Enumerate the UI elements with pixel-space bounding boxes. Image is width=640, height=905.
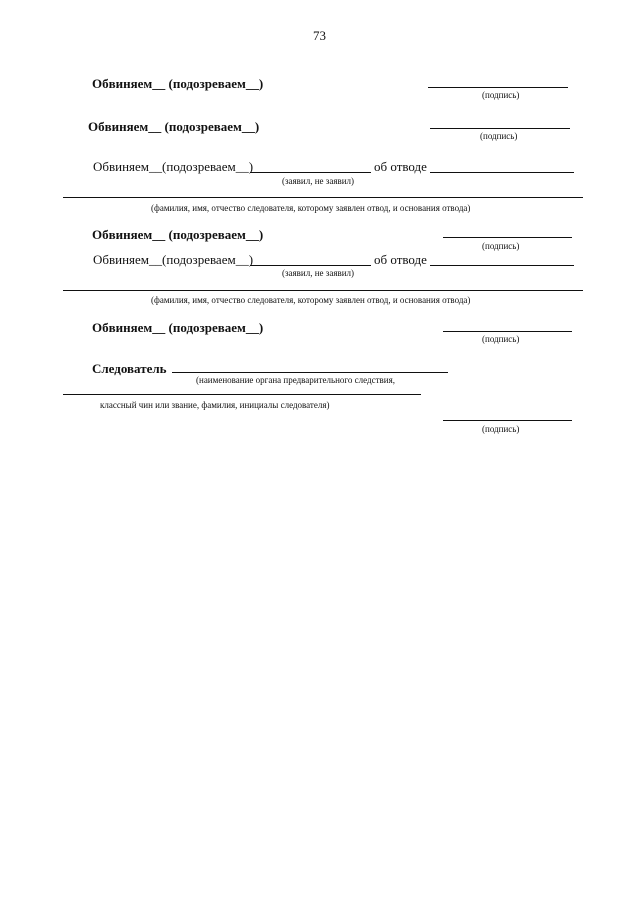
signature-caption-6: (подпись) bbox=[482, 334, 520, 344]
accused-label-4: Обвиняем__ (подозреваем__) bbox=[92, 227, 264, 242]
signature-caption-1: (подпись) bbox=[482, 90, 520, 100]
accused-label-2: Обвиняем__ (подозреваем__) bbox=[88, 119, 260, 134]
accused-label-6: Обвиняем__ (подозреваем__) bbox=[92, 320, 264, 335]
final-signature-line[interactable] bbox=[443, 420, 572, 421]
accused-label-1: Обвиняем__ (подозреваем__) bbox=[92, 76, 264, 91]
declared-caption-1: (заявил, не заявил) bbox=[282, 176, 355, 186]
investigator-caption-1: (фамилия, имя, отчество следователя, которому заявлен отвод, и основания отвода) bbox=[151, 203, 471, 213]
investigator-label: Следователь bbox=[92, 361, 167, 376]
signature-line-1[interactable] bbox=[428, 87, 568, 88]
investigator-caption-2: (фамилия, имя, отчество следователя, которому заявлен отвод, и основания отвода) bbox=[151, 295, 471, 305]
declared-caption-2: (заявил, не заявил) bbox=[282, 268, 355, 278]
final-signature-caption: (подпись) bbox=[482, 424, 520, 434]
signature-caption-2: (подпись) bbox=[480, 131, 518, 141]
challenge-line-2[interactable] bbox=[430, 265, 574, 266]
investigator-name-line-2[interactable] bbox=[63, 290, 583, 291]
signature-line-6[interactable] bbox=[443, 331, 572, 332]
accused-label-5: Обвиняем__(подозреваем__) bbox=[93, 252, 254, 267]
signature-line-4[interactable] bbox=[443, 237, 572, 238]
investigator-body-line[interactable] bbox=[172, 372, 448, 373]
page-number: 73 bbox=[313, 28, 326, 43]
investigator-rank-line[interactable] bbox=[63, 394, 421, 395]
signature-line-2[interactable] bbox=[430, 128, 570, 129]
investigator-rank-caption: классный чин или звание, фамилия, инициалы следователя) bbox=[100, 400, 330, 410]
declared-line-2[interactable] bbox=[250, 265, 371, 266]
challenge-line-1[interactable] bbox=[430, 172, 574, 173]
accused-label-3: Обвиняем__(подозреваем__) bbox=[93, 159, 254, 174]
declared-line-1[interactable] bbox=[250, 172, 371, 173]
signature-caption-4: (подпись) bbox=[482, 241, 520, 251]
challenge-text-2: об отводе bbox=[374, 252, 427, 267]
investigator-name-line-1[interactable] bbox=[63, 197, 583, 198]
investigator-body-caption: (наименование органа предварительного следствия, bbox=[196, 375, 395, 385]
challenge-text-1: об отводе bbox=[374, 159, 427, 174]
